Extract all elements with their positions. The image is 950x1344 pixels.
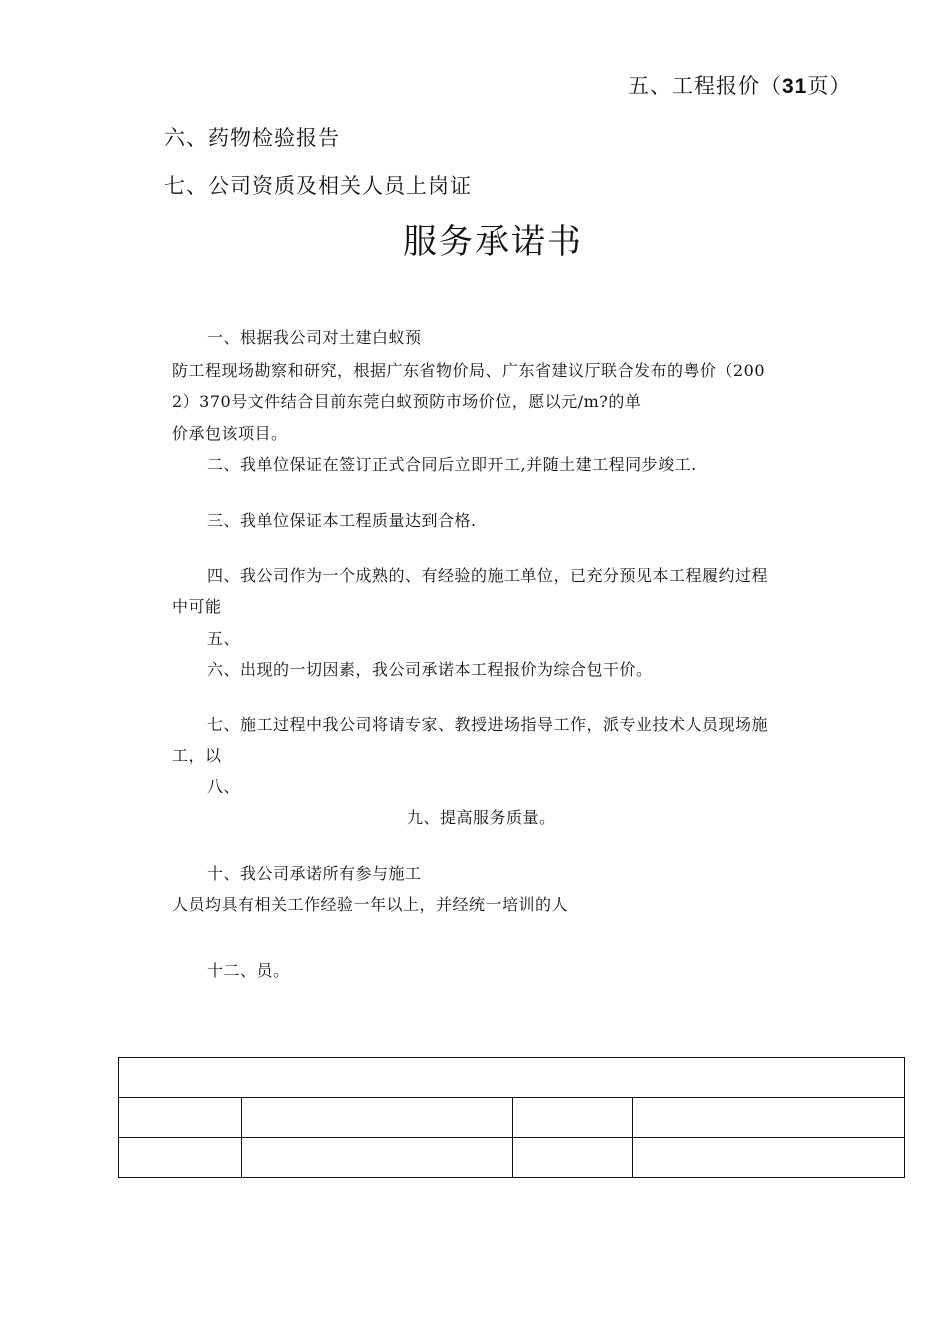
table-header-row bbox=[119, 1058, 905, 1098]
table-cell bbox=[513, 1098, 633, 1138]
table-cell bbox=[633, 1098, 905, 1138]
paragraph-4-line-1: 四、我公司作为一个成熟的、有经验的施工单位，已充分预见本工程履约过程 bbox=[207, 566, 769, 585]
toc-item-5-page: 31 bbox=[782, 75, 808, 98]
table-row bbox=[119, 1098, 905, 1138]
paragraph-2: 二、我单位保证在签订正式合同后立即开工,并随土建工程同步竣工. bbox=[207, 455, 697, 474]
paragraph-9: 九、提高服务质量。 bbox=[407, 808, 556, 827]
toc-item-5-suffix: 页） bbox=[807, 74, 852, 98]
paragraph-6: 六、出现的一切因素，我公司承诺本工程报价为综合包干价。 bbox=[207, 660, 653, 679]
toc-item-5-label: 五、工程报价（ bbox=[628, 74, 782, 98]
table-row bbox=[119, 1138, 905, 1178]
table-header-cell bbox=[119, 1058, 905, 1098]
paragraph-7-line-1: 七、施工过程中我公司将请专家、教授进场指导工作，派专业技术人员现场施 bbox=[207, 715, 769, 734]
table-cell bbox=[513, 1138, 633, 1178]
paragraph-10-line-2: 人员均具有相关工作经验一年以上，并经统一培训的人 bbox=[172, 895, 569, 914]
paragraph-5: 五、 bbox=[207, 629, 241, 648]
paragraph-4-line-2: 中可能 bbox=[172, 597, 222, 616]
toc-item-6: 六、药物检验报告 bbox=[164, 126, 340, 150]
page-title: 服务承诺书 bbox=[403, 222, 583, 262]
table-cell bbox=[242, 1098, 513, 1138]
table-cell bbox=[119, 1138, 242, 1178]
table-cell bbox=[119, 1098, 242, 1138]
toc-item-5 bbox=[628, 70, 851, 100]
paragraph-12: 十二、员。 bbox=[207, 961, 290, 980]
paragraph-1-line-2: 防工程现场勘察和研究，根据广东省物价局、广东省建议厅联合发布的粤价（200 bbox=[172, 361, 766, 380]
table-cell bbox=[633, 1138, 905, 1178]
paragraph-10-line-1: 十、我公司承诺所有参与施工 bbox=[207, 864, 422, 883]
blank-form-table bbox=[118, 1057, 905, 1178]
paragraph-1-line-4: 价承包该项目。 bbox=[172, 424, 288, 443]
paragraph-3: 三、我单位保证本工程质量达到合格. bbox=[207, 511, 477, 530]
table-cell bbox=[242, 1138, 513, 1178]
paragraph-8: 八、 bbox=[207, 777, 241, 796]
paragraph-7-line-2: 工，以 bbox=[172, 746, 222, 765]
paragraph-1-line-3: 2）370号文件结合目前东莞白蚁预防市场价位，愿以元/m?的单 bbox=[172, 392, 642, 411]
toc-item-7: 七、公司资质及相关人员上岗证 bbox=[164, 174, 472, 198]
paragraph-1-line-1: 一、根据我公司对土建白蚁预 bbox=[207, 328, 422, 347]
